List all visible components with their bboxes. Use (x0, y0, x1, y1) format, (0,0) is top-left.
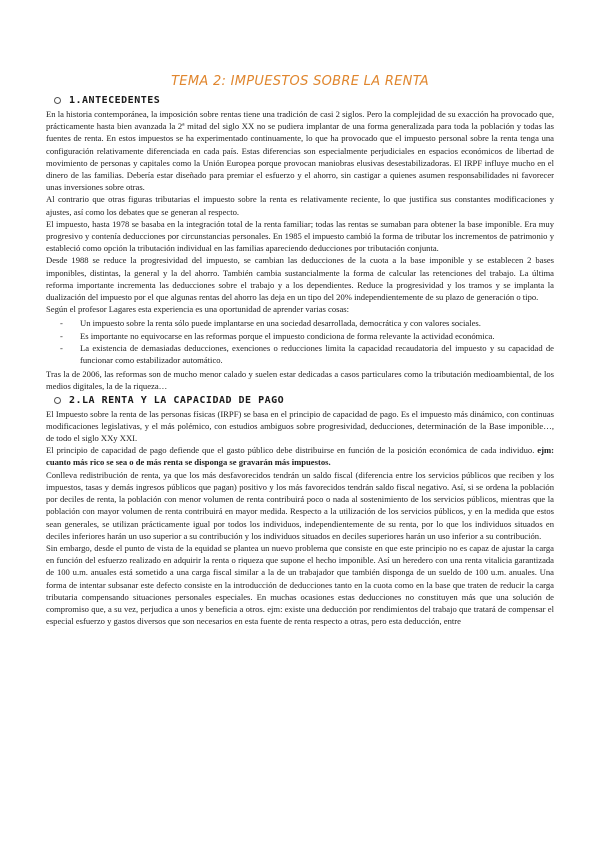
lessons-list (46, 317, 554, 366)
example-text: ejm: cuanto más rico se sea o de más renta se disponga se gravarán más impuestos. (46, 445, 554, 468)
paragraph: El impuesto, hasta 1978 se basaba en la integración total de la renta familiar; todas las rentas se sumaban para obtener la base imponible. Era muy progresivo y contenía deducciones por circunstancias personales. En 1985 el impuesto cambió la forma de tributar los incrementos de patrimonio y estableció como opción la tributación individual en las familias apareciendo deducciones por tributación conjunta. (46, 218, 554, 254)
paragraph: Tras la de 2006, las reformas son de mucho menor calado y suelen estar dedicadas a casos particulares como la tributación medioambiental, de los medios digitales, la de la riqueza… (46, 369, 554, 392)
dash-bullet-icon: - (60, 342, 63, 353)
section-heading-label: 1.ANTECEDENTES (69, 95, 161, 106)
paragraph: El Impuesto sobre la renta de las personas físicas (IRPF) se basa en el principio de capacidad de pago. Es el impuesto más dinámico, con continuas modificaciones legislativas, y el más polémico, con estudios ambiguos sobre progresividad, deducciones, determinación de la Base imponible…, de todo el siglo XXy XXI. (46, 408, 554, 444)
section-heading-renta (54, 395, 554, 406)
circle-bullet-icon (54, 97, 61, 104)
paragraph: Según el profesor Lagares esta experiencia es una oportunidad de aprender varias cosas: (46, 304, 350, 315)
dash-bullet-icon: - (60, 330, 63, 341)
dash-bullet-icon: - (60, 318, 63, 329)
section-heading-label: 2.LA RENTA Y LA CAPACIDAD DE PAGO (69, 394, 285, 406)
paragraph: Al contrario que otras figuras tributarias el impuesto sobre la renta es relativamente reciente, lo que justifica sus constantes modificaciones y ajustes, así como los debates que se generan al respecto. (46, 194, 554, 217)
paragraph: Sin embargo, desde el punto de vista de la equidad se plantea un nuevo problema que consiste en que este principio no es capaz de ajustar la carga en función del esfuerzo realizado en adquirir la renta o riqueza que supone el hecho imponible. Así un heredero con una renta vitalicia garantizada de 100 u.m. anuales está sometido a una carga fiscal similar a la de un trabajador que también disponga de un sueldo de 100 u.m. anuales. Una forma de intentar subsanar este defecto consiste en la introducción de deducciones tanto en la cuota como en la base que traten de reducir la carga tributaria compensando situaciones personales especiales. En muchas ocasiones estas deducciones no constituyen más que una solución de compromiso que, a su vez, perjudica a unos y beneficia a otros. ejm: existe una deducción por rendimientos del trabajo que tratará de compensar el especial esfuerzo y gastos diversos que son necesarios en esta fuente de renta respecto a otras, pero esta deducción, entre (46, 542, 554, 627)
list-item: - Un impuesto sobre la renta sólo puede implantarse en una sociedad desarrollada, democrática y con valores sociales. (60, 318, 481, 329)
paragraph: Desde 1988 se reduce la progresividad del impuesto, se cambian las deducciones de la cuota a la base imponible y se establecen 2 bases imponibles, distintas, la general y la del ahorro. También cambia sustancialmente la forma de calcular las retenciones del trabajo. La última reforma importante incrementa las deducciones sobre el trabajo y a los dependientes. Reduce la progresividad y los tramos y se implanta la dualización del impuesto por el que algunas rentas del ahorro las deja en un tipo del 20% independientemente de su plazo de generación o tipo. (46, 255, 554, 303)
page-title: TEMA 2: IMPUESTOS SOBRE LA RENTA (171, 74, 429, 89)
list-item: - La existencia de demasiadas deducciones, exenciones o reducciones limita la capacidad recaudatoria del impuesto y su capacidad de funcionar como estabilizador automático. (60, 342, 554, 366)
example-text: ejm: existe una deducción por rendimientos del trabajo que tratará de compensar el especial esfuerzo y gastos diversos que son necesarios en esta fuente de renta respecto a otras, pero esta deducción, entre (46, 603, 554, 627)
section-heading-antecedentes (54, 95, 554, 106)
paragraph: Conlleva redistribución de renta, ya que los más desfavorecidos tendrán un saldo fiscal (diferencia entre los servicios públicos que reciben y los impuestos, tasas y demás ingresos públicos que pagan) positivo y los más favorecidos tendrán saldo fiscal negativo. Así, si se ordena la población por deciles de renta, la población con menor volumen de renta contribuirá poco o nada al sostenimiento de los servicios públicos, mientras que la población con mayor volumen de renta contribuirá en mayor medida. Respecto a la utilización de los servicios públicos, y en la medida que estos sean generales, se utilizan prácticamente igual por todos los individuos, independientemente de su renta, por lo que los individuos situados en deciles inferiores harán un uso superior a su contribución y los individuos situados en deciles superiores harán un uso inferior a su contribución. (46, 469, 554, 541)
paragraph: El principio de capacidad de pago defiende que el gasto público debe distribuirse en función de la posición económica de cada individuo. ejm: cuanto más rico se sea o de más renta se disponga se gravarán más impuestos. (46, 445, 554, 468)
circle-bullet-icon (54, 397, 61, 404)
paragraph: En la historia contemporánea, la imposición sobre rentas tiene una tradición de casi 2 siglos. Pero la complejidad de su exacción ha provocado que, prácticamente hasta bien avanzada la 2ª mitad del siglo XX no se pudiera implantar de una forma generalizada para toda la población y todas las fuentes de renta. En estos impuestos se ha experimentado continuamente, lo que ha provocado que el impuesto personal sobre la renta tenga una configuración relativamente diferenciada en cada país. Estas diferencias son especialmente perjudiciales en espacios económicos de libertad de movimiento de personas y capitales como la Unión Europea porque provocan maniobras elusivas desestabilizadoras. El IRPF influye mucho en el dinero de las familias. Debería estar diseñado para premiar el esfuerzo y el ahorro, sin castigar a quienes asumen responsabilidades ni favorecer unas inversiones sobre otras. (46, 109, 554, 193)
list-item: - Es importante no equivocarse en las reformas porque el impuesto condiciona de forma relevante la actividad económica. (60, 330, 495, 341)
